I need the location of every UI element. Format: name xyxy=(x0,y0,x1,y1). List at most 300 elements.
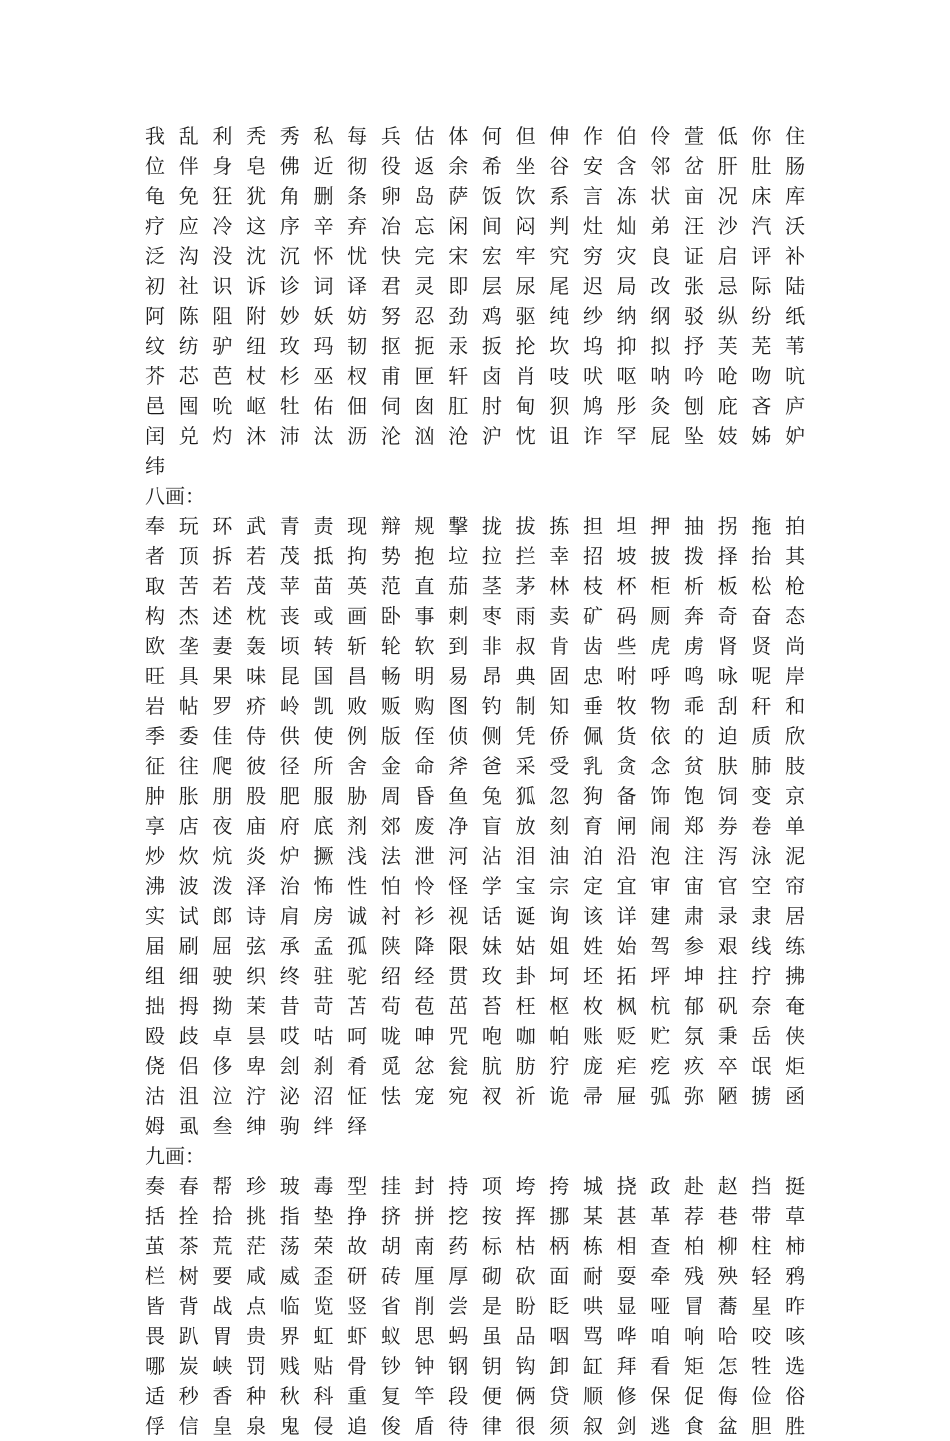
hanzi-character: 秒 xyxy=(178,1384,199,1408)
hanzi-character: 虽 xyxy=(481,1324,502,1348)
character-row xyxy=(145,1021,825,1051)
hanzi-character: 便 xyxy=(481,1384,502,1408)
hanzi-character: 拐 xyxy=(717,514,738,538)
character-row xyxy=(145,301,825,331)
hanzi-character: 肥 xyxy=(279,784,300,808)
hanzi-character: 言 xyxy=(582,184,603,208)
hanzi-character: 相 xyxy=(616,1234,637,1258)
hanzi-character: 撅 xyxy=(313,844,334,868)
hanzi-character: 板 xyxy=(717,574,738,598)
hanzi-character: 诞 xyxy=(515,904,536,928)
hanzi-character: 灼 xyxy=(212,424,233,448)
hanzi-character: 阿 xyxy=(145,304,165,328)
hanzi-character: 社 xyxy=(178,274,199,298)
hanzi-character: 狈 xyxy=(549,394,570,418)
hanzi-character: 些 xyxy=(616,634,637,658)
hanzi-character: 松 xyxy=(751,574,772,598)
hanzi-character: 侥 xyxy=(145,1054,165,1078)
hanzi-character: 韧 xyxy=(347,334,368,358)
hanzi-character: 灵 xyxy=(414,274,435,298)
hanzi-character: 育 xyxy=(582,814,603,838)
hanzi-character: 伺 xyxy=(380,394,401,418)
hanzi-character: 贷 xyxy=(549,1384,570,1408)
hanzi-character: 政 xyxy=(650,1174,671,1198)
character-row xyxy=(145,961,825,991)
hanzi-character: 彤 xyxy=(616,394,637,418)
character-row xyxy=(145,1231,825,1261)
character-row xyxy=(145,271,825,301)
hanzi-character: 响 xyxy=(684,1324,704,1348)
hanzi-character: 味 xyxy=(246,664,267,688)
hanzi-character: 贤 xyxy=(751,634,772,658)
hanzi-character: 质 xyxy=(751,724,772,748)
hanzi-character: 扳 xyxy=(481,334,502,358)
character-row xyxy=(145,331,825,361)
hanzi-character: 肠 xyxy=(785,154,806,178)
hanzi-character: 采 xyxy=(515,754,536,778)
hanzi-character: 构 xyxy=(145,604,165,628)
hanzi-character: 武 xyxy=(246,514,267,538)
hanzi-character: 其 xyxy=(785,544,806,568)
hanzi-character: 季 xyxy=(145,724,165,748)
hanzi-character: 垄 xyxy=(178,634,199,658)
hanzi-character: 视 xyxy=(448,904,469,928)
hanzi-character: 所 xyxy=(313,754,334,778)
hanzi-character: 峡 xyxy=(212,1354,233,1378)
hanzi-character: 吻 xyxy=(751,364,772,388)
hanzi-character: 现 xyxy=(347,514,368,538)
hanzi-character: 咆 xyxy=(481,1024,502,1048)
hanzi-character: 帮 xyxy=(212,1174,233,1198)
hanzi-character: 免 xyxy=(178,184,199,208)
hanzi-character: 股 xyxy=(246,784,267,808)
hanzi-character: 河 xyxy=(448,844,469,868)
hanzi-character: 毒 xyxy=(313,1174,334,1198)
hanzi-character: 拟 xyxy=(650,334,671,358)
hanzi-character: 炕 xyxy=(212,844,233,868)
hanzi-character: 研 xyxy=(347,1264,368,1288)
hanzi-character: 驳 xyxy=(684,304,704,328)
hanzi-character: 屉 xyxy=(616,1084,637,1108)
hanzi-character: 炭 xyxy=(178,1354,199,1378)
hanzi-character: 详 xyxy=(616,904,637,928)
character-row xyxy=(145,1411,825,1441)
hanzi-character: 券 xyxy=(717,814,738,838)
hanzi-character: 刻 xyxy=(549,814,570,838)
hanzi-character: 牧 xyxy=(616,694,637,718)
hanzi-character: 枯 xyxy=(515,1234,536,1258)
hanzi-character: 砍 xyxy=(515,1264,536,1288)
hanzi-character: 诊 xyxy=(279,274,300,298)
hanzi-character: 孤 xyxy=(347,934,368,958)
hanzi-character: 灾 xyxy=(616,244,637,268)
hanzi-character: 纺 xyxy=(178,334,199,358)
character-row xyxy=(145,1201,825,1231)
hanzi-character: 俘 xyxy=(145,1414,165,1438)
hanzi-character: 狐 xyxy=(515,784,536,808)
stroke-count-heading: 八画： xyxy=(145,484,205,508)
hanzi-character: 识 xyxy=(212,274,233,298)
hanzi-character: 帕 xyxy=(549,1024,570,1048)
hanzi-character: 者 xyxy=(145,544,165,568)
hanzi-character: 组 xyxy=(145,964,165,988)
hanzi-character: 挥 xyxy=(515,1204,536,1228)
hanzi-character: 妹 xyxy=(481,934,502,958)
hanzi-character: 忱 xyxy=(515,424,536,448)
hanzi-character: 物 xyxy=(650,694,671,718)
hanzi-character: 诗 xyxy=(246,904,267,928)
hanzi-character: 削 xyxy=(414,1294,435,1318)
hanzi-character: 肩 xyxy=(279,904,300,928)
hanzi-character: 径 xyxy=(279,754,300,778)
hanzi-character: 非 xyxy=(481,634,502,658)
hanzi-character: 的 xyxy=(684,724,704,748)
hanzi-character: 沸 xyxy=(145,874,165,898)
hanzi-character: 矾 xyxy=(717,994,738,1018)
hanzi-character: 住 xyxy=(785,124,806,148)
hanzi-character: 咬 xyxy=(751,1324,772,1348)
hanzi-character: 但 xyxy=(515,124,536,148)
hanzi-character: 库 xyxy=(785,184,806,208)
hanzi-character: 匣 xyxy=(414,364,435,388)
hanzi-character: 抒 xyxy=(684,334,704,358)
hanzi-character: 肘 xyxy=(481,394,502,418)
hanzi-character: 沐 xyxy=(246,424,267,448)
hanzi-character: 哎 xyxy=(279,1024,300,1048)
hanzi-character: 卸 xyxy=(549,1354,570,1378)
hanzi-character: 矩 xyxy=(684,1354,704,1378)
hanzi-character: 柱 xyxy=(751,1234,772,1258)
hanzi-character: 绅 xyxy=(246,1114,267,1138)
hanzi-character: 促 xyxy=(684,1384,704,1408)
hanzi-character: 删 xyxy=(313,184,334,208)
character-row xyxy=(145,541,825,571)
hanzi-character: 乱 xyxy=(178,124,199,148)
hanzi-character: 按 xyxy=(481,1204,502,1228)
hanzi-character: 昆 xyxy=(279,664,300,688)
hanzi-character: 钢 xyxy=(448,1354,469,1378)
hanzi-character: 茧 xyxy=(145,1234,165,1258)
hanzi-character: 纯 xyxy=(549,304,570,328)
hanzi-character: 居 xyxy=(785,904,806,928)
hanzi-character: 弧 xyxy=(650,1084,671,1108)
hanzi-character: 治 xyxy=(279,874,300,898)
hanzi-character: 肿 xyxy=(145,784,165,808)
hanzi-character: 饮 xyxy=(515,184,536,208)
hanzi-character: 界 xyxy=(279,1324,300,1348)
hanzi-character: 驾 xyxy=(650,934,671,958)
hanzi-character: 贪 xyxy=(616,754,637,778)
hanzi-character: 疗 xyxy=(145,214,165,238)
hanzi-character: 昙 xyxy=(246,1024,267,1048)
hanzi-character: 刨 xyxy=(684,394,704,418)
hanzi-character: 抽 xyxy=(684,514,704,538)
hanzi-character: 旺 xyxy=(145,664,165,688)
hanzi-character: 枚 xyxy=(582,994,603,1018)
hanzi-character: 囤 xyxy=(178,394,199,418)
hanzi-character: 卷 xyxy=(751,814,772,838)
hanzi-character: 往 xyxy=(178,754,199,778)
hanzi-character: 良 xyxy=(650,244,671,268)
hanzi-character: 闸 xyxy=(616,814,637,838)
hanzi-character: 牢 xyxy=(515,244,536,268)
hanzi-character: 卦 xyxy=(515,964,536,988)
hanzi-character: 逃 xyxy=(650,1414,671,1438)
hanzi-character: 呻 xyxy=(414,1024,435,1048)
hanzi-character: 始 xyxy=(616,934,637,958)
character-row xyxy=(145,1111,825,1141)
hanzi-character: 挂 xyxy=(380,1174,401,1198)
hanzi-character: 尚 xyxy=(785,634,806,658)
hanzi-character: 泪 xyxy=(515,844,536,868)
hanzi-character: 兔 xyxy=(481,784,502,808)
hanzi-character: 凭 xyxy=(515,724,536,748)
hanzi-character: 役 xyxy=(380,154,401,178)
hanzi-character: 泳 xyxy=(751,844,772,868)
hanzi-character: 佑 xyxy=(313,394,334,418)
hanzi-character: 叔 xyxy=(515,634,536,658)
hanzi-character: 奋 xyxy=(751,604,772,628)
hanzi-character: 吱 xyxy=(549,364,570,388)
hanzi-character: 钞 xyxy=(380,1354,401,1378)
hanzi-character: 罕 xyxy=(616,424,637,448)
hanzi-character: 拓 xyxy=(616,964,637,988)
hanzi-character: 委 xyxy=(178,724,199,748)
hanzi-character: 抱 xyxy=(414,544,435,568)
hanzi-character: 沼 xyxy=(313,1084,334,1108)
hanzi-character: 欣 xyxy=(785,724,806,748)
hanzi-character: 哗 xyxy=(616,1324,637,1348)
hanzi-character: 咒 xyxy=(448,1024,469,1048)
hanzi-character: 贩 xyxy=(380,694,401,718)
hanzi-character: 雨 xyxy=(515,604,536,628)
hanzi-character: 纸 xyxy=(785,304,806,328)
hanzi-character: 试 xyxy=(178,904,199,928)
hanzi-character: 鸦 xyxy=(785,1264,806,1288)
hanzi-character: 析 xyxy=(684,574,704,598)
hanzi-character: 牡 xyxy=(279,394,300,418)
hanzi-character: 伶 xyxy=(650,124,671,148)
hanzi-character: 狞 xyxy=(549,1054,570,1078)
hanzi-character: 轩 xyxy=(448,364,469,388)
hanzi-character: 供 xyxy=(279,724,300,748)
hanzi-character: 拧 xyxy=(751,964,772,988)
hanzi-character: 含 xyxy=(616,154,637,178)
hanzi-character: 诅 xyxy=(549,424,570,448)
hanzi-character: 位 xyxy=(145,154,165,178)
hanzi-character: 放 xyxy=(515,814,536,838)
hanzi-character: 食 xyxy=(684,1414,704,1438)
hanzi-character: 佛 xyxy=(279,154,300,178)
hanzi-character: 岭 xyxy=(279,694,300,718)
hanzi-character: 胜 xyxy=(785,1414,806,1438)
hanzi-character: 革 xyxy=(650,1204,671,1228)
hanzi-character: 坪 xyxy=(650,964,671,988)
hanzi-character: 肖 xyxy=(515,364,536,388)
character-row xyxy=(145,121,825,151)
hanzi-character: 房 xyxy=(313,904,334,928)
hanzi-character: 挤 xyxy=(380,1204,401,1228)
hanzi-character: 竖 xyxy=(347,1294,368,1318)
hanzi-character: 纵 xyxy=(717,304,738,328)
hanzi-character: 闷 xyxy=(515,214,536,238)
hanzi-character: 浅 xyxy=(347,844,368,868)
hanzi-character: 青 xyxy=(279,514,300,538)
hanzi-character: 刹 xyxy=(313,1054,334,1078)
hanzi-character: 屈 xyxy=(212,934,233,958)
hanzi-character: 宏 xyxy=(481,244,502,268)
hanzi-character: 学 xyxy=(481,874,502,898)
hanzi-character: 种 xyxy=(246,1384,267,1408)
hanzi-character: 拜 xyxy=(616,1354,637,1378)
hanzi-character: 郎 xyxy=(212,904,233,928)
hanzi-character: 药 xyxy=(448,1234,469,1258)
hanzi-character: 沟 xyxy=(178,244,199,268)
hanzi-character: 际 xyxy=(751,274,772,298)
hanzi-character: 挣 xyxy=(347,1204,368,1228)
hanzi-character: 纹 xyxy=(145,334,165,358)
hanzi-character: 俭 xyxy=(751,1384,772,1408)
hanzi-character: 追 xyxy=(347,1414,368,1438)
hanzi-character: 贯 xyxy=(448,964,469,988)
hanzi-character: 茁 xyxy=(448,994,469,1018)
hanzi-character: 版 xyxy=(380,724,401,748)
hanzi-character: 厕 xyxy=(650,604,671,628)
hanzi-character: 姑 xyxy=(515,934,536,958)
hanzi-character: 驹 xyxy=(279,1114,300,1138)
hanzi-character: 诈 xyxy=(582,424,603,448)
hanzi-character: 蚂 xyxy=(448,1324,469,1348)
character-row xyxy=(145,661,825,691)
character-row xyxy=(145,601,825,631)
hanzi-character: 沮 xyxy=(178,1084,199,1108)
hanzi-character: 诚 xyxy=(347,904,368,928)
hanzi-character: 泊 xyxy=(582,844,603,868)
hanzi-character: 估 xyxy=(414,124,435,148)
hanzi-character: 虾 xyxy=(347,1324,368,1348)
hanzi-character: 泉 xyxy=(246,1414,267,1438)
hanzi-character: 卑 xyxy=(246,1054,267,1078)
hanzi-character: 罚 xyxy=(246,1354,267,1378)
hanzi-character: 汞 xyxy=(448,334,469,358)
hanzi-character: 庐 xyxy=(785,394,806,418)
hanzi-character: 肺 xyxy=(751,754,772,778)
hanzi-character: 爸 xyxy=(481,754,502,778)
hanzi-character: 甚 xyxy=(616,1204,637,1228)
hanzi-character: 氓 xyxy=(751,1054,772,1078)
hanzi-character: 茄 xyxy=(448,574,469,598)
hanzi-character: 驻 xyxy=(313,964,334,988)
hanzi-character: 临 xyxy=(279,1294,300,1318)
hanzi-character: 枝 xyxy=(582,574,603,598)
hanzi-character: 易 xyxy=(448,664,469,688)
hanzi-character: 饱 xyxy=(684,784,704,808)
hanzi-character: 赴 xyxy=(684,1174,704,1198)
hanzi-character: 辛 xyxy=(313,214,334,238)
hanzi-character: 规 xyxy=(414,514,435,538)
hanzi-character: 作 xyxy=(582,124,603,148)
hanzi-character: 贫 xyxy=(684,754,704,778)
hanzi-character: 挺 xyxy=(785,1174,806,1198)
hanzi-character: 降 xyxy=(414,934,435,958)
hanzi-character: 吟 xyxy=(684,364,704,388)
hanzi-character: 经 xyxy=(414,964,435,988)
character-row xyxy=(145,421,825,451)
hanzi-character: 炊 xyxy=(178,844,199,868)
hanzi-character: 弦 xyxy=(246,934,267,958)
hanzi-character: 坎 xyxy=(549,334,570,358)
hanzi-character: 希 xyxy=(481,154,502,178)
hanzi-character: 盼 xyxy=(515,1294,536,1318)
hanzi-character: 舍 xyxy=(347,754,368,778)
hanzi-character: 闹 xyxy=(650,814,671,838)
hanzi-character: 龟 xyxy=(145,184,165,208)
hanzi-character: 忍 xyxy=(414,304,435,328)
hanzi-character: 招 xyxy=(582,544,603,568)
hanzi-character: 玫 xyxy=(279,334,300,358)
hanzi-character: 宝 xyxy=(515,874,536,898)
hanzi-character: 陋 xyxy=(717,1084,738,1108)
character-row xyxy=(145,1291,825,1321)
hanzi-character: 灶 xyxy=(582,214,603,238)
character-row xyxy=(145,1081,825,1111)
hanzi-character: 春 xyxy=(178,1174,199,1198)
hanzi-character: 完 xyxy=(414,244,435,268)
hanzi-character: 项 xyxy=(481,1174,502,1198)
hanzi-character: 狂 xyxy=(212,184,233,208)
hanzi-character: 修 xyxy=(616,1384,637,1408)
hanzi-character: 择 xyxy=(717,544,738,568)
hanzi-character: 姐 xyxy=(549,934,570,958)
hanzi-character: 饰 xyxy=(650,784,671,808)
hanzi-character: 思 xyxy=(414,1324,435,1348)
hanzi-character: 补 xyxy=(785,244,806,268)
hanzi-character: 乖 xyxy=(684,694,704,718)
hanzi-character: 拆 xyxy=(212,544,233,568)
hanzi-character: 沪 xyxy=(481,424,502,448)
hanzi-character: 甸 xyxy=(515,394,536,418)
hanzi-character: 近 xyxy=(313,154,334,178)
hanzi-character: 标 xyxy=(481,1234,502,1258)
hanzi-character: 某 xyxy=(582,1204,603,1228)
hanzi-character: 香 xyxy=(212,1384,233,1408)
hanzi-character: 查 xyxy=(650,1234,671,1258)
hanzi-character: 秆 xyxy=(751,694,772,718)
hanzi-character: 灸 xyxy=(650,394,671,418)
hanzi-character: 哈 xyxy=(717,1324,738,1348)
character-row xyxy=(145,241,825,271)
hanzi-character: 陈 xyxy=(178,304,199,328)
hanzi-character: 冒 xyxy=(684,1294,704,1318)
hanzi-character: 玩 xyxy=(178,514,199,538)
hanzi-character: 沈 xyxy=(246,244,267,268)
hanzi-character: 练 xyxy=(785,934,806,958)
hanzi-character: 周 xyxy=(380,784,401,808)
hanzi-character: 泥 xyxy=(785,844,806,868)
hanzi-character: 邑 xyxy=(145,394,165,418)
hanzi-character: 保 xyxy=(650,1384,671,1408)
hanzi-character: 怔 xyxy=(347,1084,368,1108)
hanzi-character: 坠 xyxy=(684,424,704,448)
hanzi-character: 览 xyxy=(313,1294,334,1318)
hanzi-character: 庙 xyxy=(246,814,267,838)
hanzi-character: 坦 xyxy=(616,514,637,538)
hanzi-character: 栋 xyxy=(582,1234,603,1258)
hanzi-character: 坞 xyxy=(582,334,603,358)
hanzi-character: 明 xyxy=(414,664,435,688)
hanzi-character: 奔 xyxy=(684,604,704,628)
hanzi-character: 官 xyxy=(717,874,738,898)
